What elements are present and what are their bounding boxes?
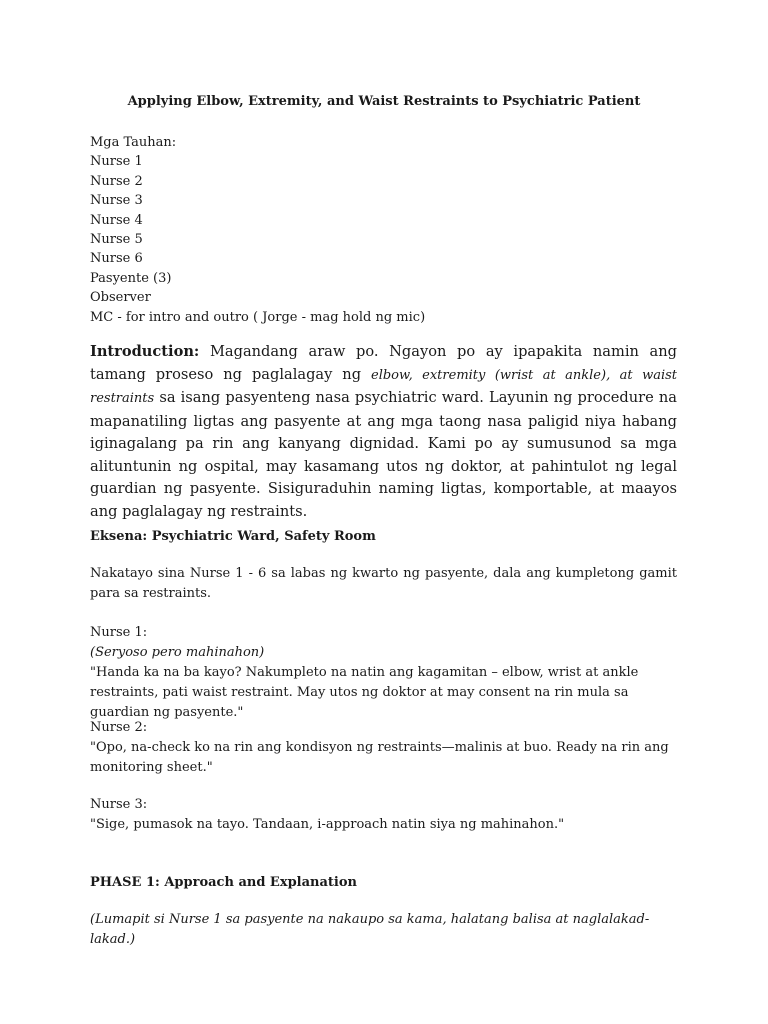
cast-item: Nurse 6 [90,251,143,267]
speaker-label: Nurse 2: [90,720,148,735]
phase-1-direction: (Lumapit si Nurse 1 sa pasyente na nakaupo sa kama, halatang balisa at naglalakad-lakad.) [90,912,650,947]
introduction-text-2: sa isang pasyenteng nasa psychiatric ward. Layunin ng procedure na mapanatiling ligtas ang pasyente at ang mga taong nasa paligid niya habang iginagalang pa rin ang kanyang dignidad. Kami po ay sumusunod sa mga alituntunin ng ospital, may kasamang utos ng doktor, at pahintulot ng legal guardian ng pasyente. Sisiguraduhin naming ligtas, komportable, at maayos ang paglalagay ng restraints. [90,389,677,520]
dialogue-line: "Opo, na-check ko na rin ang kondisyon ng restraints—malinis at buo. Ready na rin ang monitoring sheet." [90,740,669,775]
dialogue-line: "Sige, pumasok na tayo. Tandaan, i-approach natin siya ng mahinahon." [90,817,565,832]
cast-item: MC - for intro and outro ( Jorge - mag hold ng mic) [90,309,426,325]
phase-1-heading: PHASE 1: Approach and Explanation [90,875,357,890]
cast-item: Nurse 4 [90,212,143,228]
cast-item: Nurse 1 [90,154,143,170]
introduction-label: Introduction: [90,343,200,360]
introduction-text-1: Magandang araw po. Ngayon po ay ipapakita namin ang tamang proseso ng paglalagay ng [90,343,677,383]
speaker-label: Nurse 3: [90,797,148,812]
cast-item: Nurse 2 [90,173,143,189]
introduction-paragraph [90,341,677,523]
dialogue-nurse-1 [90,623,677,723]
dialogue-line: "Handa ka na ba kayo? Nakumpleto na natin ang kagamitan – elbow, wrist at ankle restraints, pati waist restraint. May utos ng doktor at may consent na rin mula sa guardian ng pasyente." [90,665,639,720]
document-title: Applying Elbow, Extremity, and Waist Restraints to Psychiatric Patient [127,94,641,109]
dialogue-nurse-2 [90,718,677,778]
cast-item: Pasyente (3) [90,270,172,286]
cast-item: Observer [90,290,151,306]
speaker-label: Nurse 1: [90,625,148,640]
cast-heading: Mga Tauhan: [90,135,177,150]
scene-heading: Eksena: Psychiatric Ward, Safety Room [90,529,376,544]
cast-item: Nurse 5 [90,232,143,248]
scene-setup: Nakatayo sina Nurse 1 - 6 sa labas ng kwarto ng pasyente, dala ang kumpletong gamit para sa restraints. [90,566,677,601]
dialogue-nurse-3 [90,795,677,835]
introduction-italic: elbow, extremity (wrist at ankle), at waist restraints [90,367,677,406]
cast-item: Nurse 3 [90,193,143,209]
cast-list [90,133,425,327]
stage-direction: (Seryoso pero mahinahon) [90,645,265,660]
